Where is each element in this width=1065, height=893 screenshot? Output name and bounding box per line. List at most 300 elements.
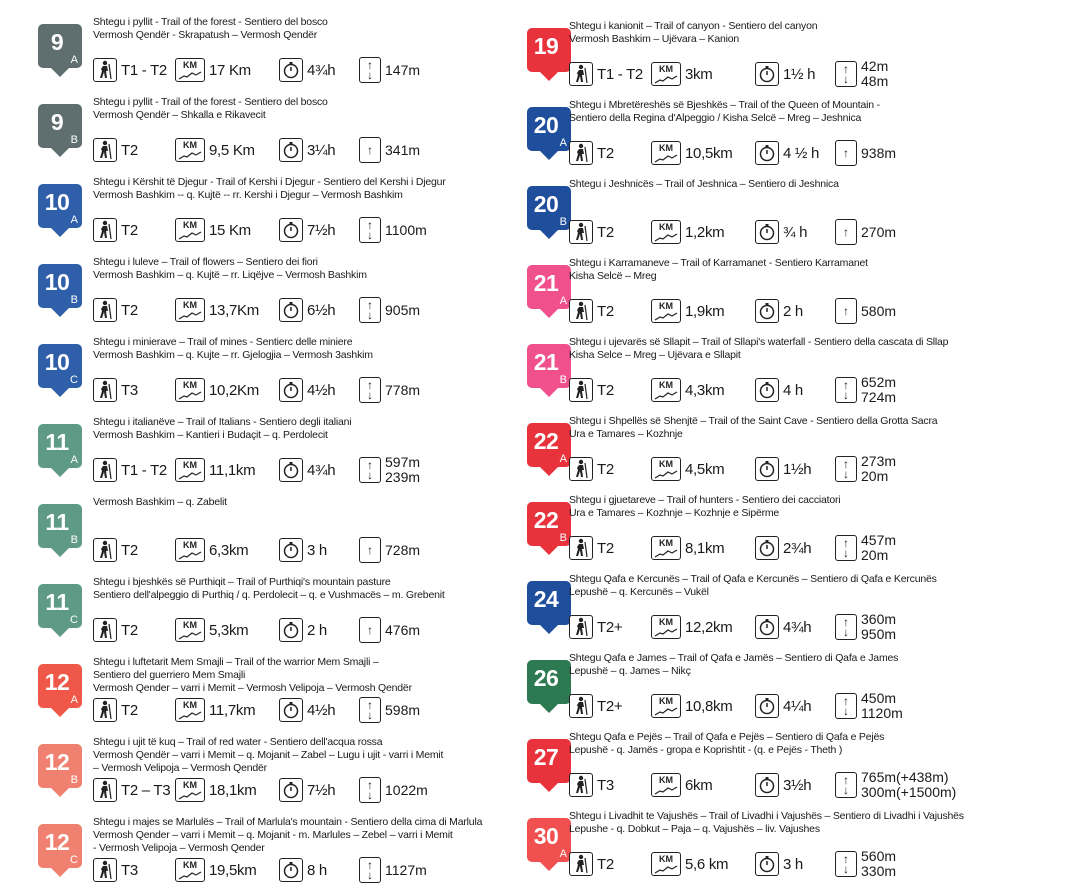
elevation-arrow-icon: ↑ ↓ <box>359 697 381 723</box>
elevation-value: 457m <box>861 532 897 548</box>
difficulty-grade: T3 <box>121 861 138 879</box>
trail-stats <box>93 776 428 804</box>
elevation-values <box>385 623 420 638</box>
hiker-icon <box>569 694 593 718</box>
trail-duration: 4¾h <box>783 618 812 636</box>
km-label: KM <box>183 300 197 310</box>
stopwatch-icon <box>279 458 303 482</box>
elevation-arrow-icon: ↑ ↓ <box>835 61 857 87</box>
trail-description-line: Vermosh Qender – varri i Memit – Vermosh Velipoja – Vermosh Qendër <box>93 682 412 694</box>
trail-entry <box>0 808 520 888</box>
trail-stats <box>569 60 888 88</box>
elevation-value: 652m <box>861 374 897 390</box>
km-label: KM <box>183 60 197 70</box>
trail-description-line: Shtegu i pyllit - Trail of the forest - Sentiero del bosco <box>93 96 328 108</box>
trail-entry <box>0 568 520 648</box>
difficulty-grade: T2 <box>121 221 138 239</box>
trail-number-marker <box>38 24 82 68</box>
trail-duration: 7½h <box>307 781 336 799</box>
elevation-arrow-icon: ↑ ↓ <box>359 297 381 323</box>
hiker-icon <box>93 538 117 562</box>
trail-duration: 1½ h <box>783 65 816 83</box>
km-label: KM <box>659 617 673 627</box>
trail-variant: C <box>70 614 78 626</box>
trail-number: 10 <box>44 269 70 295</box>
trail-description <box>93 736 514 775</box>
elevation-value: 560m <box>861 848 897 864</box>
trail-variant: A <box>559 137 567 149</box>
elevation-value: 147m <box>385 61 421 78</box>
hiker-icon <box>569 62 593 86</box>
km-profile-icon <box>175 298 205 322</box>
trail-distance: 10,8km <box>685 697 733 715</box>
km-profile-icon <box>175 698 205 722</box>
elevation-arrow-icon: ↑ <box>835 298 857 324</box>
trail-number: 22 <box>533 428 559 454</box>
difficulty-grade: T2 <box>597 144 614 162</box>
trail-stats <box>569 139 896 167</box>
km-profile-icon <box>175 378 205 402</box>
hiker-icon <box>93 58 117 82</box>
hiker-icon <box>93 698 117 722</box>
km-profile-icon <box>175 778 205 802</box>
elevation-value: 765m(+438m) <box>861 769 949 785</box>
km-profile-icon <box>175 538 205 562</box>
trail-description-line: Kisha Selce – Mreg – Ujëvara e Sllapit <box>569 349 741 361</box>
trail-number-marker <box>38 584 82 628</box>
elevation-values <box>861 612 896 642</box>
km-profile-icon <box>651 141 681 165</box>
elevation-arrow-icon: ↑ ↓ <box>359 57 381 83</box>
elevation-arrow-icon: ↑ ↓ <box>835 535 857 561</box>
difficulty-grade: T2 <box>597 381 614 399</box>
trail-entry <box>0 648 520 728</box>
trail-variant: B <box>559 216 567 228</box>
trail-description-line: Shtegu i ujevarës së Sllapit – Trail of Sllapi's waterfall - Sentiero della cascata di Sllap <box>569 336 949 348</box>
elevation-arrow-icon: ↑ <box>359 537 381 563</box>
stopwatch-icon <box>279 778 303 802</box>
trail-description-line: Shtegu i kanionit – Trail of canyon - Sentiero del canyon <box>569 20 818 32</box>
trail-number: 22 <box>533 507 559 533</box>
trail-number: 9 <box>50 109 64 135</box>
hiker-icon <box>569 299 593 323</box>
trail-description <box>569 20 1059 46</box>
trail-description-line: Shtegu i italianëve – Trail of Italians - Sentiero degli italiani <box>93 416 352 428</box>
trail-description-line: Lepushë – q. James – Nikç <box>569 665 691 677</box>
trail-distance: 12,2km <box>685 618 733 636</box>
hiker-icon <box>93 858 117 882</box>
elevation-values <box>385 143 420 158</box>
trail-description-line: Shtegu i bjeshkës së Purthiqit – Trail of Purthiqi's mountain pasture <box>93 576 391 588</box>
trail-entry <box>0 168 520 248</box>
trail-number-marker <box>38 664 82 708</box>
elevation-arrow-icon: ↑ ↓ <box>359 857 381 883</box>
hiker-icon <box>93 458 117 482</box>
trail-description-line: Shtegu i Shpellës së Shenjtë – Trail of the Saint Cave - Sentiero della Grotta Sacra <box>569 415 938 427</box>
trail-description-line: Sentiero della Regina d'Alpeggio / Kisha Selcë – Mreg – Jeshnica <box>569 112 862 124</box>
trail-description-line: Shtegu i Karramaneve – Trail of Karramanet - Sentiero Karramanet <box>569 257 868 269</box>
km-profile-icon <box>651 694 681 718</box>
km-profile-icon <box>651 378 681 402</box>
trail-number-marker <box>527 581 571 625</box>
trail-stats <box>93 136 420 164</box>
trail-description <box>569 336 1059 362</box>
trail-description <box>569 573 1059 599</box>
difficulty-grade: T1 - T2 <box>597 65 643 83</box>
trail-duration: 4 h <box>783 381 803 399</box>
trail-distance: 17 Km <box>209 61 251 79</box>
trail-description <box>93 96 514 122</box>
elevation-value: 341m <box>385 141 421 158</box>
km-label: KM <box>659 775 673 785</box>
stopwatch-icon <box>279 298 303 322</box>
trail-stats <box>569 771 956 799</box>
stopwatch-icon <box>279 58 303 82</box>
trail-description-line: Shtegu i Jeshnicës – Trail of Jeshnica – Sentiero di Jeshnica <box>569 178 839 190</box>
trail-entry <box>525 723 1065 803</box>
trail-duration: 1½h <box>783 460 812 478</box>
trail-entry <box>525 12 1065 92</box>
stopwatch-icon <box>755 299 779 323</box>
trail-number-marker <box>527 818 571 862</box>
trail-duration: 4¾h <box>307 461 336 479</box>
trail-number: 9 <box>50 29 64 55</box>
trail-number-marker <box>527 423 571 467</box>
trail-number: 12 <box>44 669 70 695</box>
elevation-values <box>861 225 896 240</box>
trail-description <box>93 576 514 602</box>
stopwatch-icon <box>755 773 779 797</box>
trail-description-line: Vermosh Qender – varri i Memit – q. Mojanit - m. Marlules – Zebel – varri i Memit <box>93 829 453 841</box>
trail-entry <box>0 328 520 408</box>
trail-distance: 6km <box>685 776 713 794</box>
km-label: KM <box>183 620 197 630</box>
trail-description-line: Vermosh Bashkim – q. Kujte – rr. Gjelogjia – Vermosh 3ashkim <box>93 349 373 361</box>
trail-number-marker <box>527 186 571 230</box>
stopwatch-icon <box>755 141 779 165</box>
trail-entry <box>0 408 520 488</box>
trail-description <box>93 416 514 442</box>
trail-description-line: Sentiero dell'alpeggio di Purthiq / q. Perdolecit – q. e Vushmacës – m. Grebenit <box>93 589 445 601</box>
trail-entry <box>0 8 520 88</box>
elevation-arrow-icon: ↑ ↓ <box>835 693 857 719</box>
trail-stats <box>93 216 427 244</box>
trail-duration: 2¾h <box>783 539 812 557</box>
trail-number: 12 <box>44 749 70 775</box>
difficulty-grade: T2 <box>121 701 138 719</box>
elevation-value: 1100m <box>385 221 427 238</box>
elevation-value: 273m <box>861 453 897 469</box>
trail-description-line: Shtegu Qafa e Pejës – Trail of Qafa e Pejës – Sentiero di Qafa e Pejës <box>569 731 885 743</box>
trail-description <box>93 816 514 855</box>
elevation-value: 950m <box>861 626 897 642</box>
trail-description-line: Ura e Tamares – Kozhnje – Kozhnje e Sipërme <box>569 507 780 519</box>
km-label: KM <box>183 140 197 150</box>
stopwatch-icon <box>279 218 303 242</box>
km-label: KM <box>659 380 673 390</box>
trail-description-line: Shtegu i Kërshit të Djegur - Trail of Kershi i Djegur - Sentiero del Kershi i Djegur <box>93 176 446 188</box>
elevation-values <box>385 543 420 558</box>
trail-entry <box>525 170 1065 250</box>
trail-duration: 4 ½ h <box>783 144 820 162</box>
trail-variant: C <box>70 374 78 386</box>
trail-description-line: Shtegu i ujit të kuq – Trail of red water - Sentiero dell'acqua rossa <box>93 736 383 748</box>
trail-description <box>93 256 514 282</box>
stopwatch-icon <box>755 457 779 481</box>
trail-description-line: Shtegu i pyllit - Trail of the forest - Sentiero del bosco <box>93 16 328 28</box>
km-profile-icon <box>651 773 681 797</box>
elevation-value: 330m <box>861 863 897 879</box>
trail-description <box>569 257 1059 283</box>
elevation-arrow-icon: ↑ <box>835 140 857 166</box>
trail-number: 27 <box>533 744 559 770</box>
trail-stats <box>93 856 427 884</box>
trail-description <box>569 731 1059 757</box>
trail-entry <box>525 91 1065 171</box>
trail-description-line: Shtegu i Livadhit te Vajushës – Trail of Livadhi i Vajushës – Sentiero di Livadhi i Vajushës <box>569 810 964 822</box>
trail-distance: 1,9km <box>685 302 725 320</box>
trail-number: 20 <box>533 191 559 217</box>
trail-description <box>93 336 514 362</box>
elevation-values <box>861 59 888 89</box>
km-label: KM <box>659 538 673 548</box>
trail-entry <box>525 486 1065 566</box>
trail-number-marker <box>38 424 82 468</box>
elevation-values <box>861 533 896 563</box>
trail-number-marker <box>527 28 571 72</box>
elevation-arrow-icon: ↑ ↓ <box>359 217 381 243</box>
trail-variant: A <box>70 214 78 226</box>
trail-number: 11 <box>45 589 69 615</box>
trail-number-marker <box>38 504 82 548</box>
trail-duration: ¾ h <box>783 223 808 241</box>
km-profile-icon <box>651 536 681 560</box>
trail-description-line: Vermosh Qendër - Skrapatush – Vermosh Qendër <box>93 29 318 41</box>
trail-entry <box>0 488 520 568</box>
difficulty-grade: T1 - T2 <box>121 61 167 79</box>
trail-description-line: Shtegu i minierave – Trail of mines - Sentierc delle miniere <box>93 336 353 348</box>
elevation-value: 360m <box>861 611 897 627</box>
hiker-icon <box>93 298 117 322</box>
elevation-values <box>861 304 896 319</box>
trail-number-marker <box>38 824 82 868</box>
difficulty-grade: T2+ <box>597 618 623 636</box>
trail-number-marker <box>527 739 571 783</box>
hiker-icon <box>569 220 593 244</box>
elevation-values <box>861 375 896 405</box>
elevation-value: 42m <box>861 58 889 74</box>
stopwatch-icon <box>755 220 779 244</box>
trail-stats <box>569 218 896 246</box>
trail-distance: 10,2Km <box>209 381 259 399</box>
elevation-arrow-icon: ↑ ↓ <box>359 777 381 803</box>
trail-duration: 8 h <box>307 861 327 879</box>
difficulty-grade: T2+ <box>597 697 623 715</box>
trail-variant: B <box>70 294 78 306</box>
hiker-icon <box>569 852 593 876</box>
trail-variant: B <box>70 774 78 786</box>
trail-variant: A <box>559 295 567 307</box>
trail-distance: 8,1km <box>685 539 725 557</box>
trail-description <box>569 494 1059 520</box>
trail-number: 21 <box>533 349 559 375</box>
km-profile-icon <box>651 457 681 481</box>
elevation-values <box>385 455 420 485</box>
trail-duration: 2 h <box>783 302 803 320</box>
trail-distance: 6,3km <box>209 541 249 559</box>
km-label: KM <box>659 459 673 469</box>
elevation-values <box>861 849 896 879</box>
trail-number-marker <box>38 104 82 148</box>
elevation-arrow-icon: ↑ <box>835 219 857 245</box>
km-profile-icon <box>175 218 205 242</box>
elevation-value: 728m <box>385 541 421 558</box>
elevation-arrow-icon: ↑ ↓ <box>835 614 857 640</box>
trail-variant: A <box>70 54 78 66</box>
km-profile-icon <box>651 299 681 323</box>
elevation-values <box>385 783 428 798</box>
trail-description-line: Lepushe - q. Dobkut – Paja – q. Vajushës – liv. Vajushes <box>569 823 820 835</box>
trail-description-line: Shtegu Qafa e James – Trail of Qafa e Jamës – Sentiero di Qafa e James <box>569 652 899 664</box>
trail-distance: 11,7km <box>209 701 256 719</box>
elevation-value: 48m <box>861 73 889 89</box>
trail-description-line: Vermosh Bashkim – Ujëvara – Kanion <box>569 33 740 45</box>
elevation-values <box>861 770 956 800</box>
trail-number-marker <box>527 107 571 151</box>
elevation-value: 20m <box>861 468 889 484</box>
hiker-icon <box>93 138 117 162</box>
difficulty-grade: T2 <box>597 302 614 320</box>
trail-description-line: Vermosh Bashkim – Kantieri i Budaçit – q. Perdolecit <box>93 429 328 441</box>
trail-number: 11 <box>45 429 69 455</box>
trail-stats <box>569 692 903 720</box>
hiker-icon <box>569 457 593 481</box>
difficulty-grade: T3 <box>597 776 614 794</box>
trail-distance: 9,5 Km <box>209 141 255 159</box>
trail-number-marker <box>527 344 571 388</box>
difficulty-grade: T2 <box>121 141 138 159</box>
km-profile-icon <box>175 58 205 82</box>
elevation-value: 239m <box>385 469 421 485</box>
stopwatch-icon <box>755 852 779 876</box>
trail-stats <box>93 616 420 644</box>
trail-stats <box>93 456 420 484</box>
km-profile-icon <box>175 618 205 642</box>
trail-description <box>93 176 514 202</box>
trail-distance: 13,7Km <box>209 301 259 319</box>
trail-description-line: Shtegu i gjuetareve – Trail of hunters - Sentiero dei cacciatori <box>569 494 841 506</box>
difficulty-grade: T2 <box>597 460 614 478</box>
trail-entry <box>525 802 1065 882</box>
trail-entry <box>525 328 1065 408</box>
km-profile-icon <box>651 852 681 876</box>
trail-entry <box>525 644 1065 724</box>
trail-stats <box>93 536 420 564</box>
trail-duration: 3½h <box>783 776 812 794</box>
km-label: KM <box>183 700 197 710</box>
trail-stats <box>569 376 896 404</box>
trail-variant: B <box>70 134 78 146</box>
trail-number-marker <box>38 264 82 308</box>
trail-stats <box>93 696 420 724</box>
elevation-value: 1120m <box>861 705 903 721</box>
trail-variant: B <box>70 534 78 546</box>
km-label: KM <box>659 301 673 311</box>
trail-duration: 7½h <box>307 221 336 239</box>
trail-number-marker <box>38 184 82 228</box>
km-label: KM <box>183 380 197 390</box>
stopwatch-icon <box>279 538 303 562</box>
hiker-icon <box>93 618 117 642</box>
trail-description-line: Shtegu i majes se Marlulës – Trail of Marlula's mountain - Sentiero della cima di Marlula <box>93 816 483 828</box>
elevation-arrow-icon: ↑ ↓ <box>835 772 857 798</box>
trail-entry <box>0 248 520 328</box>
trail-duration: 6½h <box>307 301 336 319</box>
elevation-values <box>385 223 427 238</box>
trail-variant: A <box>559 453 567 465</box>
trail-duration: 4¾h <box>307 61 336 79</box>
trail-number: 10 <box>44 189 70 215</box>
trail-distance: 10,5km <box>685 144 733 162</box>
elevation-arrow-icon: ↑ ↓ <box>835 851 857 877</box>
hiker-icon <box>93 218 117 242</box>
elevation-value: 938m <box>861 144 897 161</box>
trail-stats <box>569 455 896 483</box>
km-profile-icon <box>651 220 681 244</box>
elevation-value: 724m <box>861 389 897 405</box>
stopwatch-icon <box>279 378 303 402</box>
stopwatch-icon <box>755 378 779 402</box>
trail-description <box>93 16 514 42</box>
km-label: KM <box>183 220 197 230</box>
km-label: KM <box>183 780 197 790</box>
elevation-arrow-icon: ↑ ↓ <box>835 377 857 403</box>
elevation-value: 905m <box>385 301 421 318</box>
elevation-values <box>861 691 903 721</box>
trail-description <box>569 810 1059 836</box>
trail-entry <box>0 728 520 808</box>
trail-distance: 1,2km <box>685 223 725 241</box>
trail-stats <box>93 296 420 324</box>
trail-entry <box>525 565 1065 645</box>
difficulty-grade: T2 <box>597 855 614 873</box>
trail-number: 11 <box>45 509 69 535</box>
trail-number: 30 <box>533 823 559 849</box>
stopwatch-icon <box>279 618 303 642</box>
elevation-value: 598m <box>385 701 421 718</box>
trail-number: 19 <box>533 33 559 59</box>
trail-number: 12 <box>44 829 70 855</box>
stopwatch-icon <box>755 536 779 560</box>
difficulty-grade: T3 <box>121 381 138 399</box>
elevation-arrow-icon: ↑ <box>359 137 381 163</box>
trail-description-line: Shtegu i Mbretëreshës së Bjeshkës – Trail of the Queen of Mountain - <box>569 99 880 111</box>
trail-distance: 4,3km <box>685 381 725 399</box>
elevation-value: 597m <box>385 454 421 470</box>
trail-description-line: Shtegu Qafa e Kercunës – Trail of Qafa e Kercunës – Sentiero di Qafa e Kercunës <box>569 573 937 585</box>
km-label: KM <box>659 64 673 74</box>
km-profile-icon <box>175 138 205 162</box>
trail-description-line: Lepushë – q. Kercunës – Vukël <box>569 586 709 598</box>
trail-distance: 19,5km <box>209 861 257 879</box>
km-profile-icon <box>175 458 205 482</box>
trail-entry <box>525 407 1065 487</box>
trail-description <box>569 652 1059 678</box>
trail-description <box>93 656 514 695</box>
elevation-value: 476m <box>385 621 421 638</box>
km-label: KM <box>659 696 673 706</box>
trail-duration: 4½h <box>307 701 336 719</box>
